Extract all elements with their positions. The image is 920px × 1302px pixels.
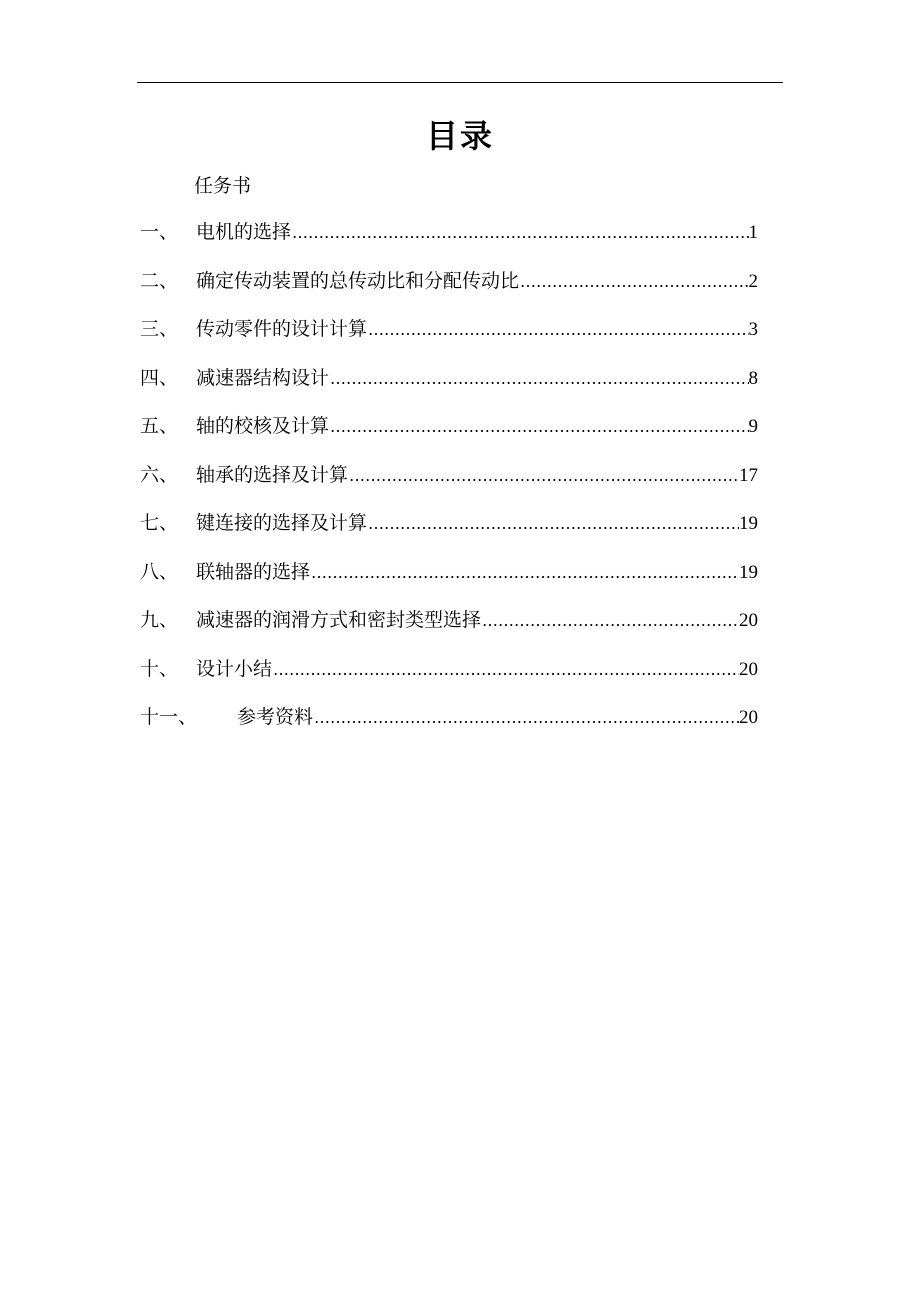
toc-entry-page: 2 xyxy=(748,270,758,292)
toc-entry-title: 联轴器的选择 xyxy=(196,560,311,583)
toc-dot-leader xyxy=(329,413,748,441)
toc-entry-page: 19 xyxy=(739,561,758,583)
toc-entry-number: 八、 xyxy=(140,560,179,583)
toc-entry-title: 设计小结 xyxy=(196,657,273,680)
toc-dot-leader xyxy=(310,559,739,587)
toc-entry xyxy=(140,703,758,752)
toc-dot-leader xyxy=(329,365,748,393)
toc-entry-title: 参考资料 xyxy=(237,706,314,728)
toc-entry-page: 20 xyxy=(739,658,758,680)
toc-entry xyxy=(140,315,758,364)
toc-entry-page: 1 xyxy=(748,222,758,243)
page-title: 目录 xyxy=(425,117,494,155)
toc-entry-number: 十一、 xyxy=(140,706,198,728)
toc-entry-title: 轴的校核及计算 xyxy=(196,415,330,437)
toc-dot-leader xyxy=(519,268,748,296)
task-book-label: 任务书 xyxy=(194,175,252,197)
toc-entry-number: 三、 xyxy=(140,318,179,340)
toc-dot-leader xyxy=(313,704,739,732)
toc-entry-number: 六、 xyxy=(140,463,179,486)
toc-entry xyxy=(140,267,758,316)
toc-entry-number: 九、 xyxy=(140,609,179,631)
toc-entry-page: 9 xyxy=(748,416,758,437)
toc-dot-leader xyxy=(291,219,748,247)
toc-entry-number: 四、 xyxy=(140,366,179,389)
header-rule xyxy=(137,82,783,83)
toc-entry-number: 二、 xyxy=(140,269,179,292)
toc-entry-number: 十、 xyxy=(140,657,179,680)
toc-entry xyxy=(140,558,758,607)
toc-entry-title: 传动零件的设计计算 xyxy=(196,318,368,340)
toc-entry-title: 减速器的润滑方式和密封类型选择 xyxy=(196,609,482,631)
toc-entry xyxy=(140,606,758,655)
toc-entry-page: 20 xyxy=(739,610,758,631)
toc-dot-leader xyxy=(367,510,739,538)
toc-entry xyxy=(140,218,758,267)
toc-dot-leader xyxy=(272,656,739,684)
toc-entry-page: 8 xyxy=(748,367,758,389)
toc-entry-page: 17 xyxy=(739,464,758,486)
toc-entry-page: 19 xyxy=(739,513,758,534)
toc-dot-leader xyxy=(481,607,739,635)
toc-entry-number: 五、 xyxy=(140,415,179,437)
toc-entry xyxy=(140,412,758,461)
toc-entry xyxy=(140,655,758,704)
toc-entry-page: 20 xyxy=(739,707,758,728)
toc-entry-title: 确定传动装置的总传动比和分配传动比 xyxy=(196,269,520,292)
toc-entry-title: 键连接的选择及计算 xyxy=(196,512,368,534)
toc-dot-leader xyxy=(367,316,748,344)
toc-entry-number: 一、 xyxy=(140,221,179,243)
toc-entry xyxy=(140,509,758,558)
toc-entry xyxy=(140,461,758,510)
toc-entry-title: 电机的选择 xyxy=(196,221,292,243)
toc-entry xyxy=(140,364,758,413)
toc-dot-leader xyxy=(348,462,739,490)
toc-entry-title: 减速器结构设计 xyxy=(196,366,330,389)
toc-entry-title: 轴承的选择及计算 xyxy=(196,463,349,486)
table-of-contents xyxy=(140,218,758,752)
toc-entry-number: 七、 xyxy=(140,512,179,534)
toc-entry-page: 3 xyxy=(748,319,758,340)
